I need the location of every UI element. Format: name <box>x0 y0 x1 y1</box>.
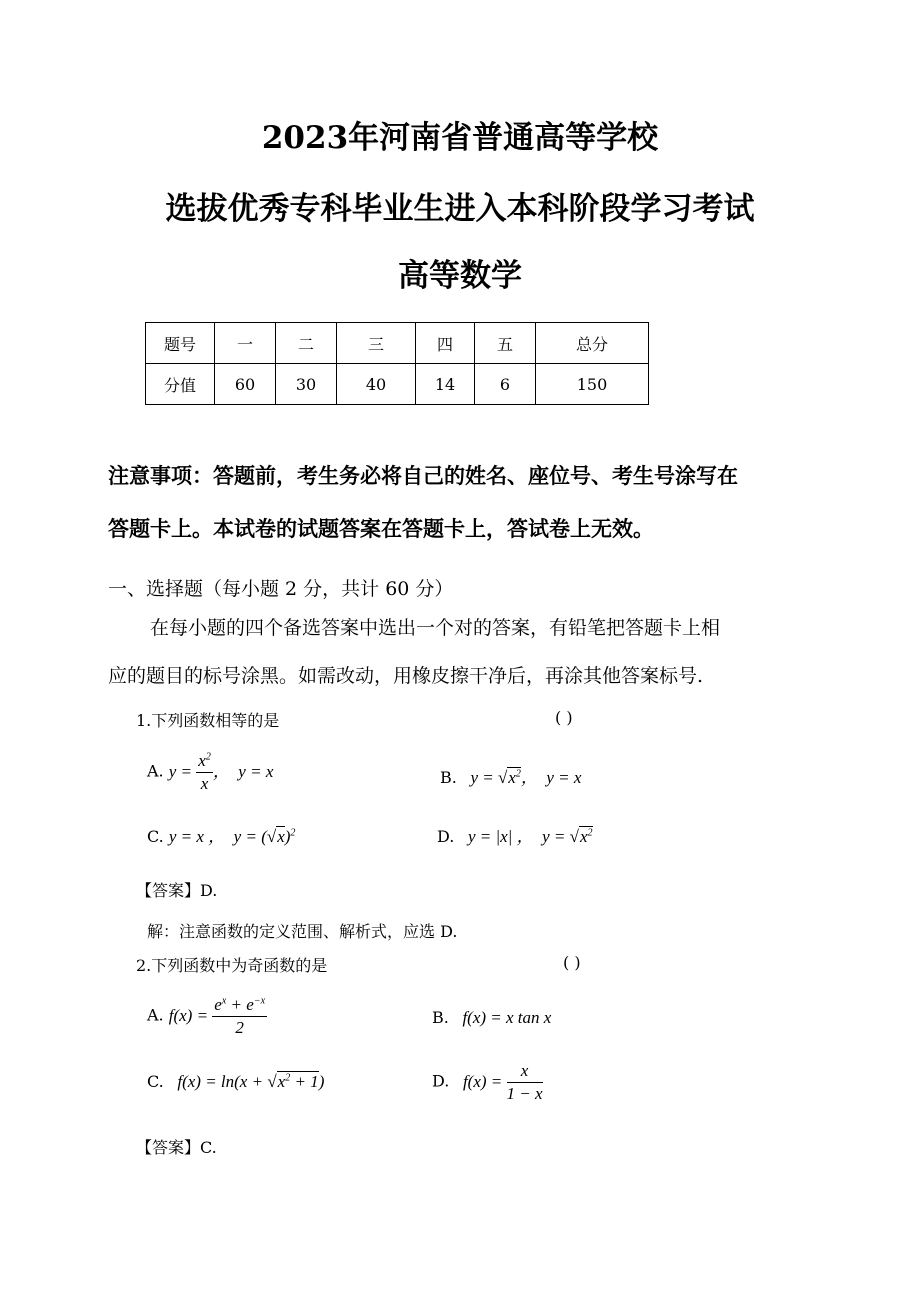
formula: y = |x| ， $y = √x^2$ <box>459 827 593 846</box>
table-cell: 6 <box>475 364 536 405</box>
table-cell: 五 <box>475 323 536 364</box>
exam-title-line2: 选拔优秀专科毕业生进入本科阶段学习考试 <box>165 191 755 227</box>
score-table <box>145 322 649 405</box>
formula: y = x ， $y = (√x)^2$ <box>168 827 296 846</box>
table-cell: 总分 <box>536 323 649 364</box>
formula: f(x) = x tan x <box>453 1008 552 1027</box>
table-row <box>146 323 649 364</box>
question-1-explanation: 解：注意函数的定义范围、解析式，应选 D. <box>147 922 458 941</box>
q2-option-d[interactable] <box>432 1060 543 1105</box>
q1-option-a[interactable] <box>147 750 273 795</box>
formula: y = $\frac{x^2}{x}$ ， y = x <box>168 751 274 794</box>
option-label: B. <box>432 1008 449 1027</box>
question-2-answer: 【答案】C. <box>136 1138 217 1157</box>
question-2-stem: 2.下列函数中为奇函数的是 <box>136 956 328 975</box>
section-heading: 一、选择题（每小题 2 分，共计 60 分） <box>108 578 454 600</box>
table-cell: 30 <box>276 364 337 405</box>
option-label: A. <box>147 1005 164 1025</box>
option-label: D. <box>432 1071 450 1091</box>
option-label: D. <box>437 827 455 846</box>
formula: $f(x) = \ln(x + √x^2 + 1)$ <box>168 1072 325 1091</box>
option-label: B. <box>440 768 457 787</box>
q1-option-c[interactable] <box>147 822 295 847</box>
table-cell: 150 <box>536 364 649 405</box>
table-cell: 二 <box>276 323 337 364</box>
formula: f(x) = $\frac{x}{1 - x}$ <box>454 1061 543 1104</box>
q2-option-c[interactable] <box>147 1072 324 1092</box>
exam-title-line1: 2023年河南省普通高等学校 <box>261 120 659 156</box>
table-cell: 14 <box>416 364 475 405</box>
question-2-answer-blank: ( ) <box>563 953 581 972</box>
table-cell: 三 <box>337 323 416 364</box>
question-1-stem: 1.下列函数相等的是 <box>136 711 280 730</box>
formula: f(x) = $\frac{e^x + e^{-x}}{2}$ <box>168 995 266 1038</box>
option-label: C. <box>147 827 164 846</box>
table-cell: 60 <box>215 364 276 405</box>
table-cell: 四 <box>416 323 475 364</box>
table-cell: 一 <box>215 323 276 364</box>
q2-option-a[interactable] <box>147 994 267 1039</box>
option-label: C. <box>147 1072 164 1091</box>
instruction-line2: 应的题目的标号涂黑。如需改动，用橡皮擦干净后，再涂其他答案标号. <box>108 665 704 687</box>
table-cell: 40 <box>337 364 416 405</box>
subject-title: 高等数学 <box>398 258 522 294</box>
option-label: A. <box>147 761 164 781</box>
instruction-line1: 在每小题的四个备选答案中选出一个对的答案，有铅笔把答题卡上相 <box>150 617 721 639</box>
formula: $y = √x^2$， y = x <box>461 768 582 787</box>
q1-option-d[interactable] <box>437 822 593 847</box>
table-cell: 分值 <box>146 364 215 405</box>
question-1-answer-blank: ( ) <box>555 708 573 727</box>
q1-option-b[interactable] <box>440 763 581 788</box>
notice-line1: 注意事项：答题前，考生务必将自己的姓名、座位号、考生号涂写在 <box>108 463 738 488</box>
table-row <box>146 364 649 405</box>
table-cell: 题号 <box>146 323 215 364</box>
notice-line2: 答题卡上。本试卷的试题答案在答题卡上，答试卷上无效。 <box>108 516 654 541</box>
question-1-answer: 【答案】D. <box>136 881 218 900</box>
q2-option-b[interactable] <box>432 1008 551 1028</box>
